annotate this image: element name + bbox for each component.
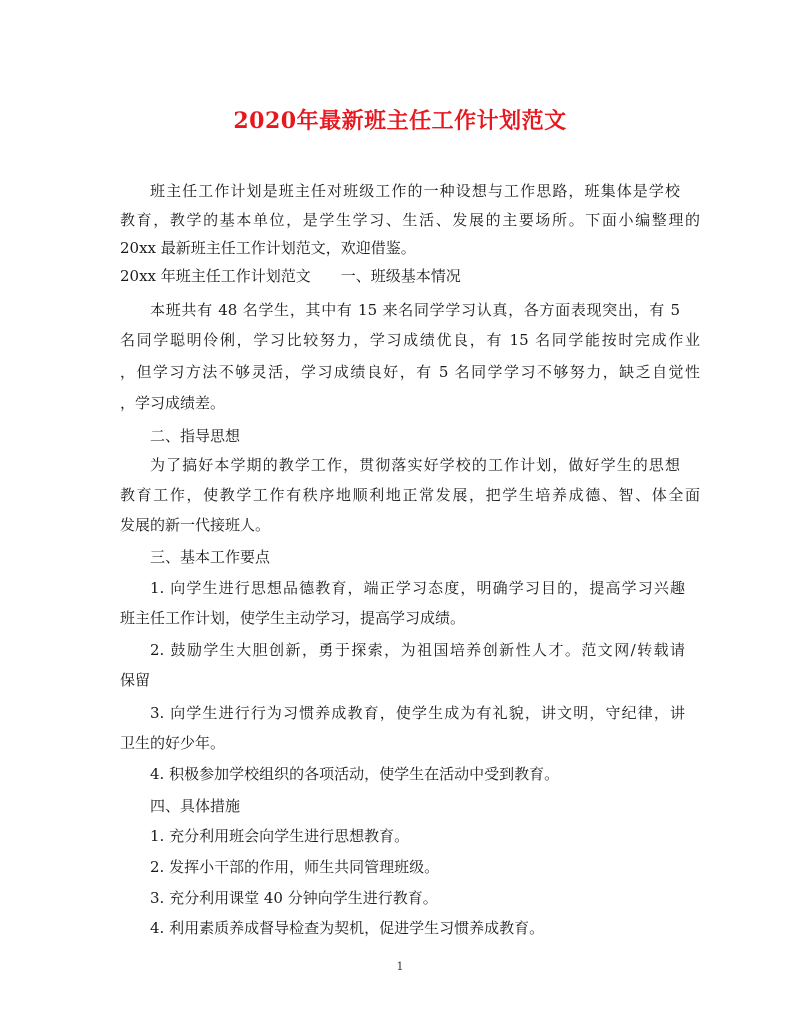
paragraph-line: 名同学聪明伶俐，学习比较努力，学习成绩优良，有 15 名同学能按时完成作业 [120, 331, 700, 349]
list-item-line: 1. 充分利用班会向学生进行思想教育。 [150, 827, 410, 845]
list-item-line: 3. 充分利用课堂 40 分钟向学生进行教育。 [150, 889, 438, 907]
paragraph-line: 教育，教学的基本单位，是学生学习、生活、发展的主要场所。下面小编整理的 [120, 211, 700, 229]
section-heading: 四、具体措施 [150, 797, 241, 815]
list-item-line: 保留 [120, 671, 151, 689]
list-item-line: 2. 发挥小干部的作用，师生共同管理班级。 [150, 858, 440, 876]
paragraph-line: 本班共有 48 名学生，其中有 15 来名同学学习认真，各方面表现突出，有 5 [150, 301, 680, 319]
list-item-line: 班主任工作计划，使学生主动学习，提高学习成绩。 [120, 609, 466, 627]
paragraph-line: 班主任工作计划是班主任对班级工作的一种设想与工作思路，班集体是学校 [150, 182, 680, 200]
paragraph-line: 为了搞好本学期的教学工作，贯彻落实好学校的工作计划，做好学生的思想 [150, 456, 680, 474]
paragraph-line: 教育工作，使教学工作有秩序地顺利地正常发展，把学生培养成德、智、体全面 [120, 486, 700, 504]
list-item-line: 卫生的好少年。 [120, 734, 226, 752]
list-item-line: 2. 鼓励学生大胆创新，勇于探索，为祖国培养创新性人才。范文网/转载请 [150, 641, 685, 659]
section-heading: 二、指导思想 [150, 427, 241, 445]
section-heading: 三、基本工作要点 [150, 548, 271, 566]
list-item-line: 4. 积极参加学校组织的各项活动，使学生在活动中受到教育。 [150, 765, 560, 783]
list-item-line: 3. 向学生进行行为习惯养成教育，使学生成为有礼貌，讲文明，守纪律，讲 [150, 704, 685, 722]
page-number: 1 [396, 960, 404, 973]
paragraph-line: 20xx 最新班主任工作计划范文，欢迎借鉴。 [120, 239, 416, 257]
document-title: 2020年最新班主任工作计划范文 [233, 108, 567, 134]
list-item-line: 1. 向学生进行思想品德教育，端正学习态度，明确学习目的，提高学习兴趣 [150, 579, 685, 597]
paragraph-line: ，学习成绩差。 [120, 394, 226, 412]
list-item-line: 4. 利用素质养成督导检查为契机，促进学生习惯养成教育。 [150, 919, 545, 937]
paragraph-line: 20xx 年班主任工作计划范文 一、班级基本情况 [120, 267, 461, 285]
paragraph-line: ，但学习方法不够灵活，学习成绩良好，有 5 名同学学习不够努力，缺乏自觉性 [120, 363, 700, 381]
paragraph-line: 发展的新一代接班人。 [120, 516, 271, 534]
